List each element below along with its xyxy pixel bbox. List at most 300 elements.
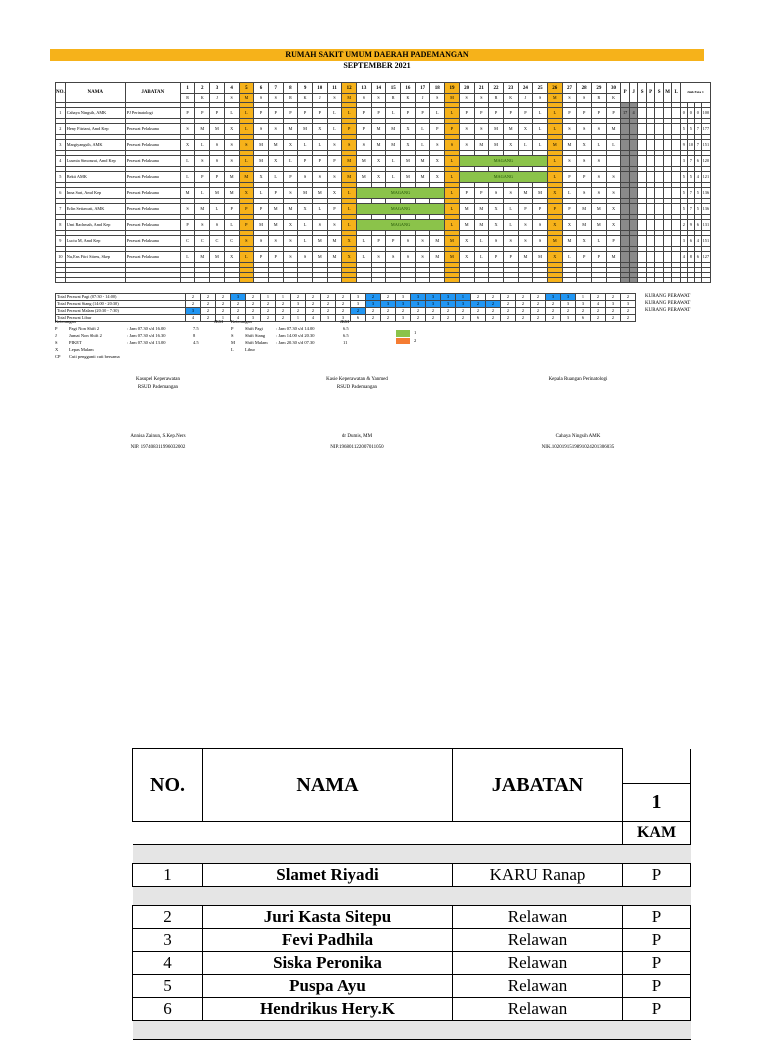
totals-value: 2: [621, 308, 636, 315]
shift-cell: C: [224, 236, 239, 247]
shift-cell: S: [562, 156, 577, 167]
extra-cell: [638, 220, 647, 231]
shift-cell: S: [195, 156, 210, 167]
row-no: 6: [56, 188, 66, 199]
shift-cell: P: [298, 108, 313, 119]
total-cell: 4: [680, 252, 687, 263]
shift-cell: M: [224, 188, 239, 199]
totals-value: 1: [216, 315, 231, 322]
totals-value: 3: [411, 301, 426, 308]
day-header: 1: [180, 83, 195, 94]
total-cell: 6: [694, 252, 701, 263]
legend-desc: Cuti pengganti cuti bersama: [69, 354, 120, 359]
shift-cell: S: [180, 204, 195, 215]
shift-cell: M: [298, 188, 313, 199]
staff-name: Cahaya Ningsih, AMK: [65, 108, 125, 119]
signer-institution: RSUD Pademangan: [137, 385, 179, 390]
extra-cell: 17: [621, 108, 630, 119]
shift-cell: S: [562, 124, 577, 135]
totals-value: 2: [246, 294, 261, 301]
totals-value: 2: [531, 315, 546, 322]
shift-cell: L: [547, 172, 562, 183]
shift-cell: P: [371, 236, 386, 247]
zoom-header-nama: NAMA: [203, 749, 453, 822]
shift-cell: S: [489, 236, 504, 247]
shift-cell: M: [268, 220, 283, 231]
staff-role: Perawat Pelaksana: [125, 172, 180, 183]
day-header: 14: [371, 83, 386, 94]
legend-left: [55, 318, 199, 360]
shift-cell: S: [606, 188, 621, 199]
shift-cell: X: [180, 140, 195, 151]
shift-cell: S: [210, 140, 225, 151]
day-code: M: [342, 94, 357, 103]
totals-value: 3: [561, 294, 576, 301]
shift-cell: X: [430, 156, 445, 167]
shift-cell: S: [518, 236, 533, 247]
zoom-no: 3: [133, 929, 203, 952]
totals-value: 2: [546, 301, 561, 308]
extra-cell: [663, 124, 672, 135]
zoom-name: Siska Peronika: [203, 952, 453, 975]
totals-value: 2: [261, 301, 276, 308]
total-cell: 7: [694, 124, 701, 135]
extra-header: M: [663, 83, 672, 103]
total-cell: 151: [701, 236, 710, 247]
shift-cell: S: [357, 140, 372, 151]
shift-cell: X: [547, 252, 562, 263]
day-header: 4: [224, 83, 239, 94]
shift-cell: M: [430, 236, 445, 247]
extra-cell: [629, 236, 638, 247]
signer-name: Annisa Zainun, S.Kep.Ners: [130, 434, 186, 439]
shift-cell: L: [180, 156, 195, 167]
totals-value: 2: [576, 308, 591, 315]
zoom-name: Puspa Ayu: [203, 975, 453, 998]
totals-value: 2: [486, 308, 501, 315]
extra-cell: [655, 188, 664, 199]
day-header: 20: [459, 83, 474, 94]
zoom-role: Relawan: [453, 998, 623, 1021]
shift-cell: L: [298, 140, 313, 151]
shift-cell: S: [239, 236, 254, 247]
extra-cell: [672, 188, 681, 199]
totals-value: 2: [516, 315, 531, 322]
shift-cell: L: [592, 236, 607, 247]
staff-name: Erlin Setiawati, AMK: [65, 204, 125, 215]
zoom-name: Slamet Riyadi: [203, 864, 453, 887]
staff-name: Lusmia Simonzai, Amd Kep: [65, 156, 125, 167]
legend-jkm: 11: [343, 340, 348, 345]
totals-value: 2: [531, 308, 546, 315]
shift-cell: X: [489, 220, 504, 231]
shift-cell: M: [327, 252, 342, 263]
shift-cell: S: [592, 156, 607, 167]
shift-cell: L: [547, 124, 562, 135]
zoomed-table: [132, 748, 691, 1040]
shift-cell: L: [547, 108, 562, 119]
shift-cell: L: [474, 236, 489, 247]
extra-cell: [621, 204, 630, 215]
shift-cell: S: [401, 252, 416, 263]
table-row: [56, 172, 711, 183]
totals-value: 3: [576, 301, 591, 308]
extra-cell: [646, 236, 655, 247]
signer-name: Cahaya Ningsih AMK: [555, 434, 601, 439]
shortage-note: KURANG PERAWAT: [645, 308, 691, 313]
staff-role: Perawat Pelaksana: [125, 236, 180, 247]
totals-value: 2: [201, 301, 216, 308]
day-code: R: [592, 94, 607, 103]
signer-nip: NIP.196801122007011050: [330, 445, 384, 450]
extra-cell: [663, 108, 672, 119]
totals-value: 2: [321, 301, 336, 308]
legend-code: S: [231, 333, 234, 338]
day-code: M: [239, 94, 254, 103]
shift-cell: L: [327, 124, 342, 135]
totals-value: 2: [231, 301, 246, 308]
staff-role: Perawat Pelaksana: [125, 124, 180, 135]
shift-cell: M: [195, 204, 210, 215]
zoom-role: Relawan: [453, 975, 623, 998]
extra-cell: [655, 252, 664, 263]
schedule-table: [55, 82, 711, 283]
magang-cell: MAGANG: [357, 204, 445, 215]
shift-cell: M: [210, 124, 225, 135]
extra-cell: [646, 204, 655, 215]
legend-time: : Jam 07.30 s/d 16.00: [127, 326, 166, 331]
legend-jkm: 6.5: [343, 326, 349, 331]
total-cell: 5: [680, 188, 687, 199]
total-cell: 5: [680, 124, 687, 135]
day-header: 2: [195, 83, 210, 94]
totals-label: Total Perawat Libur: [56, 315, 186, 322]
extra-cell: [655, 140, 664, 151]
shift-cell: S: [518, 220, 533, 231]
total-cell: 0: [687, 108, 694, 119]
shift-cell: P: [357, 108, 372, 119]
totals-value: 3: [456, 301, 471, 308]
shift-cell: L: [503, 204, 518, 215]
totals-value: 2: [606, 294, 621, 301]
shift-cell: P: [459, 188, 474, 199]
day-code: J: [518, 94, 533, 103]
totals-value: 2: [261, 308, 276, 315]
totals-value: 1: [261, 294, 276, 301]
table-row: [133, 929, 691, 952]
signer-role: Kepala Ruangan Perinatologi: [548, 377, 608, 382]
day-code: R: [386, 94, 401, 103]
row-no: 10: [56, 252, 66, 263]
totals-value: 2: [336, 308, 351, 315]
shift-cell: L: [342, 220, 357, 231]
shift-cell: X: [342, 252, 357, 263]
totals-value: 2: [321, 308, 336, 315]
legend-item: [55, 332, 196, 339]
day-header: 12: [342, 83, 357, 94]
shift-cell: M: [606, 124, 621, 135]
zoom-shift: P: [623, 975, 691, 998]
shift-cell: S: [239, 140, 254, 151]
totals-value: 2: [186, 301, 201, 308]
extra-cell: [646, 108, 655, 119]
shift-cell: X: [577, 140, 592, 151]
table-row: [133, 998, 691, 1021]
totals-value: 2: [396, 308, 411, 315]
row-no: 7: [56, 204, 66, 215]
shift-cell: M: [210, 188, 225, 199]
shift-cell: P: [474, 108, 489, 119]
shift-cell: L: [342, 188, 357, 199]
legend-jkm-header: JKM: [214, 319, 224, 324]
totals-value: 2: [606, 315, 621, 322]
totals-label: Total Perawat Pagi (07:30 - 14:00): [56, 294, 186, 301]
totals-value: 2: [216, 308, 231, 315]
shift-cell: S: [606, 172, 621, 183]
shift-cell: M: [547, 236, 562, 247]
shift-cell: P: [327, 204, 342, 215]
shift-cell: S: [592, 172, 607, 183]
shift-cell: S: [327, 172, 342, 183]
day-code: R: [180, 94, 195, 103]
shift-cell: P: [327, 156, 342, 167]
shift-cell: X: [342, 236, 357, 247]
zoom-shift: P: [623, 864, 691, 887]
legend-item: [231, 332, 349, 339]
shift-cell: S: [371, 252, 386, 263]
shift-cell: X: [547, 220, 562, 231]
extra-cell: [629, 252, 638, 263]
shift-cell: S: [386, 252, 401, 263]
shift-cell: M: [606, 252, 621, 263]
total-cell: 0: [680, 108, 687, 119]
shift-cell: P: [503, 252, 518, 263]
zoom-shift: P: [623, 929, 691, 952]
extra-cell: [621, 172, 630, 183]
table-row: [56, 220, 711, 231]
shift-cell: X: [606, 204, 621, 215]
shift-cell: M: [459, 220, 474, 231]
totals-value: 3: [291, 301, 306, 308]
totals-value: 2: [336, 294, 351, 301]
extra-header: S: [638, 83, 647, 103]
shift-cell: P: [312, 156, 327, 167]
staff-name: Margiyangsih, AMK: [65, 140, 125, 151]
extra-header: S: [655, 83, 664, 103]
staff-role: Perawat Pelaksana: [125, 188, 180, 199]
day-header: 22: [489, 83, 504, 94]
extra-cell: [629, 124, 638, 135]
shift-cell: P: [357, 124, 372, 135]
legend-code: X: [55, 347, 59, 352]
day-header: 16: [401, 83, 416, 94]
legend-item: [231, 346, 255, 353]
shift-cell: S: [503, 188, 518, 199]
table-row: [56, 124, 711, 135]
total-cell: 7: [694, 140, 701, 151]
shift-cell: X: [401, 124, 416, 135]
shift-cell: S: [195, 220, 210, 231]
legend-jkm-header-2: JKM: [340, 319, 350, 324]
day-code: M: [547, 94, 562, 103]
shift-cell: S: [577, 156, 592, 167]
shift-cell: L: [312, 204, 327, 215]
extra-cell: [621, 220, 630, 231]
totals-value: 3: [546, 294, 561, 301]
shift-cell: L: [342, 108, 357, 119]
extra-cell: [663, 220, 672, 231]
extra-cell: [663, 236, 672, 247]
legend-color-key-2: 2: [414, 338, 417, 343]
table-row: [133, 952, 691, 975]
totals-value: 2: [381, 308, 396, 315]
totals-value: 3: [441, 301, 456, 308]
legend-item: [55, 325, 199, 332]
extra-header: P: [621, 83, 630, 103]
shift-cell: M: [386, 140, 401, 151]
day-header: 27: [562, 83, 577, 94]
totals-value: 3: [411, 294, 426, 301]
extra-cell: [672, 156, 681, 167]
shift-cell: P: [371, 108, 386, 119]
extra-cell: [638, 188, 647, 199]
extra-header: P: [646, 83, 655, 103]
shift-cell: M: [415, 156, 430, 167]
legend-desc: Shift Malam: [245, 340, 268, 345]
shift-cell: L: [445, 220, 460, 231]
shift-cell: P: [298, 156, 313, 167]
totals-value: 3: [561, 301, 576, 308]
shift-cell: S: [445, 140, 460, 151]
shift-cell: X: [518, 124, 533, 135]
day-code: S: [430, 94, 445, 103]
totals-value: 2: [216, 301, 231, 308]
extra-cell: 4: [629, 108, 638, 119]
shift-cell: X: [562, 220, 577, 231]
totals-value: 2: [456, 308, 471, 315]
extra-cell: [638, 172, 647, 183]
shift-cell: S: [254, 124, 269, 135]
shift-cell: L: [239, 124, 254, 135]
legend-item: [231, 339, 348, 346]
totals-value: 2: [546, 315, 561, 322]
totals-value: 2: [516, 301, 531, 308]
totals-value: 4: [306, 315, 321, 322]
shift-cell: P: [459, 108, 474, 119]
staff-name: Umi Rachmah, Amd Kep: [65, 220, 125, 231]
shift-cell: P: [503, 108, 518, 119]
total-cell: 6: [687, 236, 694, 247]
shift-cell: L: [327, 108, 342, 119]
totals-value: 2: [201, 315, 216, 322]
extra-cell: [638, 108, 647, 119]
totals-value: 3: [351, 294, 366, 301]
table-row: [56, 140, 711, 151]
shift-cell: S: [592, 124, 607, 135]
shift-cell: S: [268, 236, 283, 247]
shift-cell: M: [283, 124, 298, 135]
shift-cell: L: [562, 188, 577, 199]
shift-cell: L: [445, 188, 460, 199]
total-cell: 5: [680, 172, 687, 183]
day-code: K: [503, 94, 518, 103]
extra-cell: [663, 204, 672, 215]
day-header: 18: [430, 83, 445, 94]
shift-cell: P: [254, 204, 269, 215]
totals-value: 2: [591, 315, 606, 322]
totals-value: 2: [186, 294, 201, 301]
totals-value: 2: [606, 308, 621, 315]
totals-value: 2: [411, 308, 426, 315]
day-code: S: [254, 94, 269, 103]
extra-cell: [655, 124, 664, 135]
extra-cell: [655, 172, 664, 183]
legend-title: Keterangan: [55, 319, 76, 324]
totals-value: 2: [336, 301, 351, 308]
legend-desc: PIKET: [69, 340, 82, 345]
zoom-role: Relawan: [453, 906, 623, 929]
shift-cell: L: [386, 156, 401, 167]
shift-cell: P: [268, 252, 283, 263]
extra-header: L: [672, 83, 681, 103]
shift-cell: P: [430, 124, 445, 135]
total-cell: 9: [687, 220, 694, 231]
extra-cell: [629, 140, 638, 151]
shift-cell: M: [518, 252, 533, 263]
shift-cell: P: [210, 172, 225, 183]
shift-cell: L: [386, 172, 401, 183]
totals-value: 2: [306, 294, 321, 301]
legend-code: J: [55, 333, 57, 338]
legend-code: S: [55, 340, 58, 345]
shift-cell: M: [401, 156, 416, 167]
totals-value: 4: [231, 315, 246, 322]
shift-cell: L: [254, 188, 269, 199]
totals-value: 3: [336, 315, 351, 322]
extra-cell: [621, 188, 630, 199]
totals-value: 3: [621, 301, 636, 308]
day-header: 30: [606, 83, 621, 94]
extra-cell: [655, 220, 664, 231]
shift-cell: P: [254, 108, 269, 119]
shift-cell: M: [401, 172, 416, 183]
totals-value: 2: [486, 294, 501, 301]
shift-cell: S: [533, 236, 548, 247]
totals-value: 2: [531, 301, 546, 308]
day-header: 8: [283, 83, 298, 94]
shift-cell: L: [312, 140, 327, 151]
extra-cell: [646, 252, 655, 263]
shift-cell: S: [210, 220, 225, 231]
shift-cell: S: [224, 140, 239, 151]
totals-value: 3: [366, 301, 381, 308]
shift-cell: P: [562, 204, 577, 215]
day-header: 19: [445, 83, 460, 94]
total-cell: 120: [701, 156, 710, 167]
totals-value: 2: [501, 315, 516, 322]
table-row: [56, 156, 711, 167]
header-jumlah: Jmh Esta 1: [680, 83, 710, 103]
totals-value: 2: [441, 315, 456, 322]
shift-cell: L: [503, 220, 518, 231]
day-header: 28: [577, 83, 592, 94]
shift-cell: S: [577, 188, 592, 199]
extra-cell: [663, 252, 672, 263]
shift-cell: P: [386, 236, 401, 247]
row-no: 8: [56, 220, 66, 231]
legend-item: [55, 346, 94, 353]
shift-cell: L: [195, 188, 210, 199]
